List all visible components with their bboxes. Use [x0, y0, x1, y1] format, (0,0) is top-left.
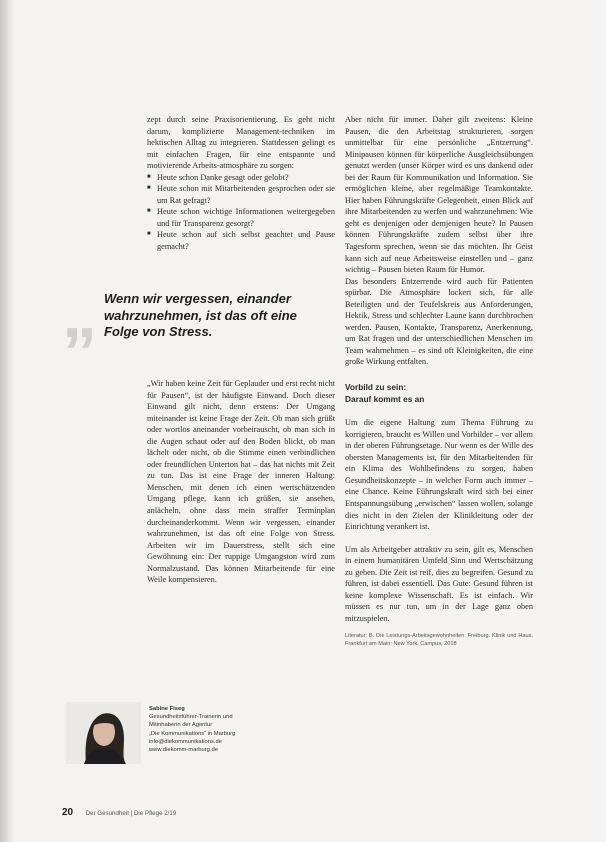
question-list — [147, 172, 335, 253]
question-item: ■ Heute schon wichtige Informationen weitergegeben und für Transparenz gesorgt? — [147, 206, 335, 229]
intro-paragraph: zept durch seine Praxisorientierung. Es geht nicht darum, komplizierte Management-techniken im hektischen Alltag zu integrieren. Stattdessen gelingt es mit einfachen Fragen, für eine entspannte und motivierende Arbeits-atmosphäre zu sorgen: — [147, 115, 335, 171]
body-paragraph: Aber nicht für immer. Daher gilt zweitens: Kleine Pausen, die den Arbeitstag strukturieren, sorgen unmittelbar für eine persönliche „Entzerrung“. Minipausen können für körperliche Ausgleichsübungen genutzt werden (unser Körper wird es uns dankend oder bei der Raum für Kommunikation und Information. Sie ermöglichen kleine, aber regelmäßige Teamkontakte. Hier haben Führungskräfte Gelegenheit, einen Blick auf ihre Mitarbeitenden zu werfen und wahrzunehmen: Wie geht es denjenigen oder demjenigen heute? In Pausen können Führungskräfte zudem selbst über ihre Tagesform sprechen, wenn sie das möchten. Ihr Geist kann sich auf neue Arbeitsweise einstellen und – ganz wichtig – Pausen bieten Raum für Humor. — [345, 115, 533, 275]
author-agency: „Die Kommunikations“ in Marburg — [149, 730, 236, 737]
body-paragraph: Um die eigene Haltung zum Thema Führung zu korrigieren, braucht es Willen und Vorbilder – vor allem in der oberen Führungsetage. Nur wenn es der Wille des obersten Managements ist, für den Mitarbeitenden für ein Klima des Wohlbefindens zu sorgen, haben Gesundheitskonzepte – in welcher Form auch immer – eine Chance. Keine Führungskraft wird sich bei einer Entspannungsübung „erwischen“ lassen wollen, solange dies nicht in den Zielen der Klinikleitung oder der Einrichtung verankert ist. — [345, 418, 533, 532]
section-subheading — [345, 382, 533, 405]
author-title: Mitinhaberin der Agentur — [149, 722, 213, 729]
author-photo — [66, 702, 141, 764]
author-portrait-icon — [66, 702, 141, 764]
body-paragraph: Das besonders Entzerrende wird auch für Patienten spürbar. Die Atmosphäre lockert sich, für alle Beteiligten und der Teufelskreis aus Anforderungen, Hektik, Stress und schlechter Laune kann durchbrochen werden. Pausen, Kontakte, Transparenz, Anerkennung, um Rat fragen und der unterschiedlichen Menschen im Team wahrnehmen – es sind oft Kleinigkeiten, die eine große Wirkung entfalten. — [345, 276, 533, 367]
page-gutter-shadow — [0, 0, 14, 842]
question-item: ■ Heute schon Danke gesagt oder gelobt? — [147, 172, 335, 184]
article-column-right — [345, 114, 533, 648]
author-website: www.diekomm-marburg.de — [149, 747, 218, 754]
question-item: ■ Heute schon auf sich selbst geachtet und Pause gemacht? — [147, 229, 335, 252]
page-footer — [62, 802, 176, 820]
footnote: Literatur: B. Die Leistungs-Arbeitsgewohnheiten. Freiburg. Klinik und Haus, Frankfurt am Main: New York. Campus, 2018 — [345, 633, 533, 648]
pull-quote-text: Wenn wir vergessen, einander wahrzunehmen, ist das oft eine Folge von Stress. — [104, 291, 297, 339]
article-column-left-bottom — [147, 378, 335, 586]
page-number: 20 — [62, 807, 74, 818]
publication-source: Der Gesundheit | Die Pflege 2/19 — [85, 810, 177, 817]
paragraph-spacer — [345, 533, 533, 544]
body-paragraph: Um als Arbeitgeber attraktiv zu sein, gilt es, Menschen in einem humanitären Umfeld Sinn und Wertschätzung zu geben. Die Zeit ist reif, dies zu begreifen. Gesund zu führen, ist dabei essentiell. Das Gute: Gesund führen ist keine komplexe Wissenschaft. Es ist einfach. Wir müssen es nur tun, um in der Lage ganz oben mitzuspielen. — [345, 544, 533, 623]
question-item: ■ Heute schon mit Mitarbeitenden gesprochen oder sie um Rat gefragt? — [147, 183, 335, 206]
subheading-line: Darauf kommt es an — [345, 393, 425, 404]
quote-mark-icon: „ — [62, 274, 97, 352]
author-title: Gesundheitsführer-Trainerin und — [149, 714, 233, 721]
author-email: info@diekommunikations.de — [149, 738, 222, 745]
author-info — [149, 705, 269, 754]
body-paragraph: „Wir haben keine Zeit für Geplauder und erst recht nicht für Pausen“, ist der häufigste Einwand. Doch dieser Einwand gilt nicht, denn erstens: Der Umgang miteinander ist keine Frage der Zeit. Ob man sich grüßt oder wortlos aneinander vorbeirauscht, ob man sich in die Augen schaut oder auf den Boden blickt, ob man lächelt oder nicht, ob die Stimme einen verbindlichen oder freundlichen Unterton hat – das hat nichts mit Zeit zu tun. Das ist eine Frage der inneren Haltung: Menschen, mit denen ich einen wertschätzenden Umgang pflege, kann ich grüßen, sie ansehen, anlächeln, ohne dass mein straffer Terminplan durcheinanderkommt. Wenn wir vergessen, einander wahrzunehmen, ist das oft eine Folge von Stress. Arbeiten wir im Dauerstress, stellt sich eine Gewöhnung ein: Der ruppige Umgangston wird zum Normalzustand. Das können Mitarbeitende für eine Weile kompensieren. — [147, 379, 335, 585]
author-name: Sabine Fiseg — [149, 706, 185, 712]
subheading-line: Vorbild zu sein: — [345, 382, 407, 393]
article-column-left-top — [147, 114, 335, 253]
